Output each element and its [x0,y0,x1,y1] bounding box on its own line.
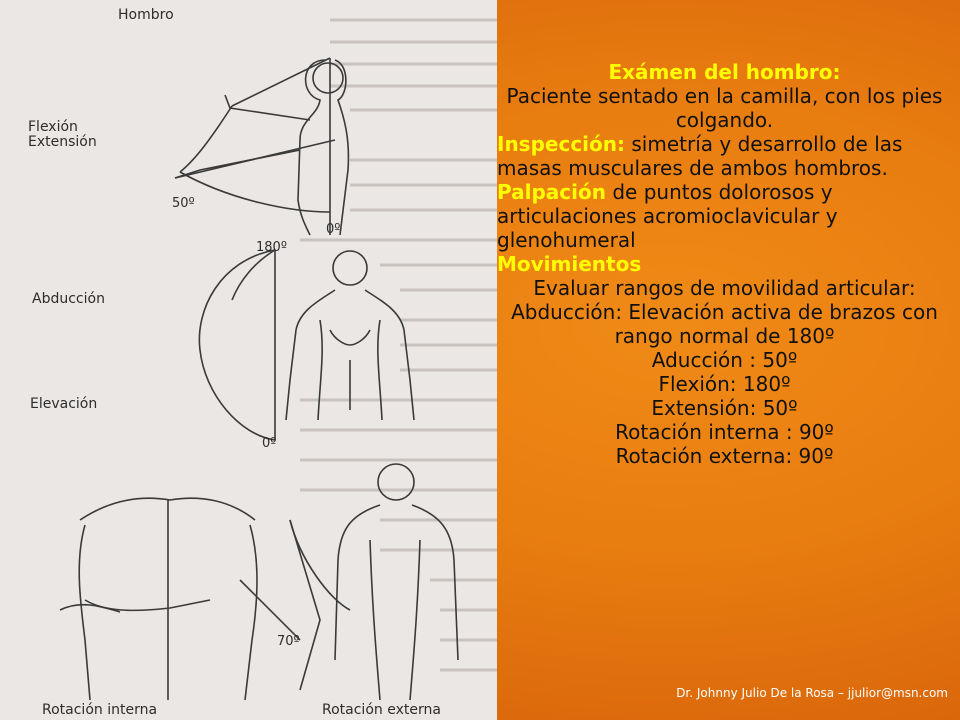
range-extension: Extensión: 50º [651,396,798,420]
label-internal-rotation: Rotación interna [42,702,158,718]
degree-abduction-0: 0º [262,436,277,451]
exam-text [497,60,952,468]
movements-heading: Movimientos [497,252,642,276]
exam-title: Exámen del hombro: [608,60,841,84]
inspection-paragraph [497,132,952,180]
palpation-paragraph [497,180,952,252]
inspection-text: simetría y desarrollo de las masas musculares de ambos hombros. [497,132,903,180]
label-external-rotation: Rotación externa [322,702,441,718]
range-external-rotation: Rotación externa: 90º [615,444,834,468]
label-abduction: Abducción [32,291,105,307]
label-flexion: Flexión [28,119,78,135]
palpation-text: de puntos dolorosos y articulaciones acromioclavicular y glenohumeral [497,180,838,252]
range-internal-rotation: Rotación interna : 90º [615,420,834,444]
degree-flexion-0: 0º [326,222,341,237]
label-elevation: Elevación [30,396,98,412]
range-flexion: Flexión: 180º [658,372,791,396]
exam-intro: Paciente sentado en la camilla, con los pies colgando. [506,84,943,132]
range-eval: Evaluar rangos de movilidad articular: [533,276,916,300]
range-abduction: Abducción: Elevación activa de brazos con rango normal de 180º [511,300,938,348]
label-shoulder: Hombro [118,7,174,23]
range-adduction: Aducción : 50º [651,348,798,372]
inspection-label: Inspección: [497,132,626,156]
degree-rotation-70: 70º [277,634,300,649]
degree-abduction-180: 180º [256,240,287,255]
degree-extension-50: 50º [172,196,195,211]
author-footer: Dr. Johnny Julio De la Rosa – jjulior@msn.com [676,686,948,700]
label-extension: Extensión [28,134,97,150]
palpation-label: Palpación [497,180,606,204]
